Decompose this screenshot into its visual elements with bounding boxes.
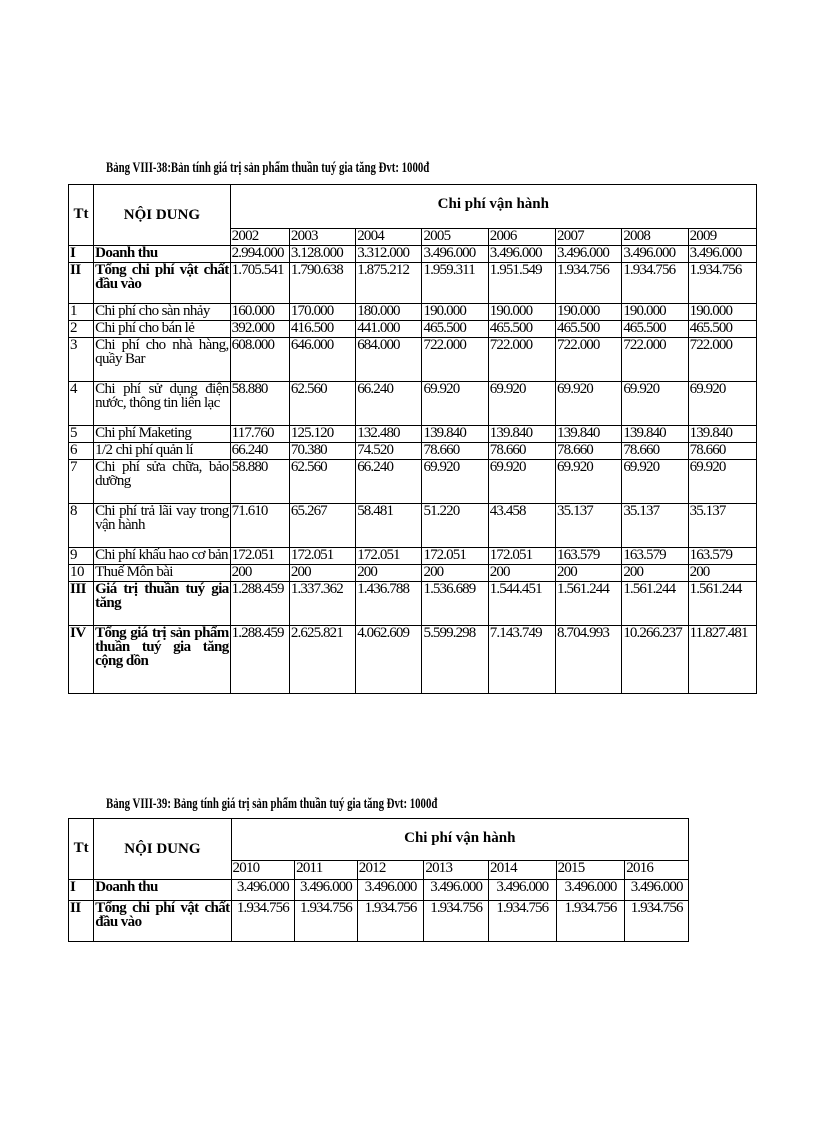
table1-row-value: 3.496.000 [488, 246, 555, 263]
table1-row-value: 416.500 [289, 321, 355, 338]
table1-header-tt: Tt [69, 185, 94, 246]
table1-row-value: 170.000 [289, 304, 355, 321]
table1-row-value: 10.266.237 [622, 626, 688, 694]
table2-caption: Bảng VIII-39: Bảng tính giá trị sản phẩm thuần tuý gia tăng Đvt: 1000đ [106, 796, 438, 812]
table1-row-tt: 10 [69, 565, 94, 582]
table1-header-group: Chi phí vận hành [230, 185, 756, 229]
table1-row-label: 1/2 chi phí quản lí [94, 443, 231, 460]
table1-row-value: 69.920 [688, 460, 756, 504]
table1-row-value: 200 [556, 565, 622, 582]
table1-row-value: 190.000 [556, 304, 622, 321]
table1-row-tt: 5 [69, 426, 94, 443]
table1-row-value: 4.062.609 [356, 626, 422, 694]
table1-row-value: 465.500 [622, 321, 688, 338]
table1-header-group-row [69, 185, 757, 229]
table1-row [69, 626, 757, 694]
table1-row-value: 3.312.000 [356, 246, 422, 263]
table1-row-tt: IV [69, 626, 94, 694]
table2-year-2012: 2012 [357, 861, 424, 880]
table1 [68, 184, 757, 694]
table1-row-label: Chi phí sửa chữa, bảo dưỡng [94, 460, 231, 504]
table1-row-value: 35.137 [556, 504, 622, 548]
table1-row [69, 426, 757, 443]
table1-row-tt: 7 [69, 460, 94, 504]
table1-row-value: 69.920 [556, 460, 622, 504]
table1-row-value: 190.000 [622, 304, 688, 321]
table1-row-value: 3.496.000 [422, 246, 488, 263]
table2-row [69, 901, 689, 942]
table1-row-value: 465.500 [556, 321, 622, 338]
table1-row-value: 1.561.244 [622, 582, 688, 626]
table1-row-value: 722.000 [488, 338, 555, 382]
table1-row [69, 504, 757, 548]
table1-row-value: 190.000 [422, 304, 488, 321]
table1-row-value: 465.500 [688, 321, 756, 338]
table1-row-value: 7.143.749 [488, 626, 555, 694]
table2-row-value: 3.496.000 [357, 880, 424, 901]
table1-row-tt: 4 [69, 382, 94, 426]
table2-row-value: 1.934.756 [295, 901, 358, 942]
table1-row-value: 200 [230, 565, 289, 582]
table1-row-value: 3.128.000 [289, 246, 355, 263]
table1-row-value: 51.220 [422, 504, 488, 548]
table1-year-2007: 2007 [556, 229, 622, 246]
table1-row [69, 548, 757, 565]
table1-row-value: 139.840 [556, 426, 622, 443]
table1-row-value: 78.660 [688, 443, 756, 460]
table1-row-tt: II [69, 263, 94, 304]
table1-row-value: 35.137 [688, 504, 756, 548]
table1-row-tt: 6 [69, 443, 94, 460]
table1-row-value: 722.000 [556, 338, 622, 382]
table1-row-value: 441.000 [356, 321, 422, 338]
table2-year-2013: 2013 [424, 861, 489, 880]
table1-row-value: 465.500 [488, 321, 555, 338]
table1-row-value: 69.920 [622, 460, 688, 504]
table1-year-2006: 2006 [488, 229, 555, 246]
table2-header-content: NỘI DUNG [94, 819, 231, 880]
table1-row-value: 163.579 [556, 548, 622, 565]
table1-row-value: 172.051 [422, 548, 488, 565]
table1-row-value: 190.000 [688, 304, 756, 321]
table1-row-value: 78.660 [422, 443, 488, 460]
table2-header-group-row [69, 819, 689, 861]
table1-row-value: 69.920 [556, 382, 622, 426]
table1-row-value: 172.051 [289, 548, 355, 565]
table1-row-value: 117.760 [230, 426, 289, 443]
table1-row-tt: III [69, 582, 94, 626]
table1-row-value: 1.337.362 [289, 582, 355, 626]
table1-row-value: 1.288.459 [230, 582, 289, 626]
table1-row-value: 8.704.993 [556, 626, 622, 694]
table1-row-value: 722.000 [622, 338, 688, 382]
table1-row-value: 69.920 [688, 382, 756, 426]
table2-row-value: 3.496.000 [231, 880, 295, 901]
table1-row-value: 160.000 [230, 304, 289, 321]
table1-row-value: 35.137 [622, 504, 688, 548]
table1-row-value: 200 [622, 565, 688, 582]
table2-row-value: 3.496.000 [424, 880, 489, 901]
table2-year-2016: 2016 [625, 861, 689, 880]
table1-row-value: 1.934.756 [556, 263, 622, 304]
table2-year-2014: 2014 [489, 861, 557, 880]
table1-row-value: 1.951.549 [488, 263, 555, 304]
table1-row-value: 1.959.311 [422, 263, 488, 304]
table2-row-label: Doanh thu [94, 880, 231, 901]
table1-row-value: 172.051 [488, 548, 555, 565]
table1-row-value: 78.660 [488, 443, 555, 460]
table1-row-value: 139.840 [622, 426, 688, 443]
table1-row-value: 172.051 [230, 548, 289, 565]
table1-row-value: 200 [488, 565, 555, 582]
table1-row-tt: 8 [69, 504, 94, 548]
table1-row-value: 1.934.756 [688, 263, 756, 304]
table1-row-value: 139.840 [488, 426, 555, 443]
table1-row-value: 62.560 [289, 460, 355, 504]
table1-row-value: 70.380 [289, 443, 355, 460]
table1-row-value: 2.994.000 [230, 246, 289, 263]
table1-row-value: 66.240 [356, 382, 422, 426]
table1-row-value: 139.840 [688, 426, 756, 443]
table1-row-value: 180.000 [356, 304, 422, 321]
table1-row [69, 338, 757, 382]
table1-row-value: 139.840 [422, 426, 488, 443]
table1-row-value: 69.920 [622, 382, 688, 426]
table2-row-value: 3.496.000 [295, 880, 358, 901]
table1-row-tt: I [69, 246, 94, 263]
table1-row-label: Doanh thu [94, 246, 231, 263]
table1-row-value: 62.560 [289, 382, 355, 426]
table1-row [69, 582, 757, 626]
table1-row-label: Chi phí cho nhà hàng, quầy Bar [94, 338, 231, 382]
table1-row-tt: 3 [69, 338, 94, 382]
table1-row-value: 69.920 [488, 382, 555, 426]
table1-row-value: 163.579 [622, 548, 688, 565]
table1-row-value: 132.480 [356, 426, 422, 443]
table1-row-value: 1.536.689 [422, 582, 488, 626]
table1-row-value: 200 [356, 565, 422, 582]
table1-year-2009: 2009 [688, 229, 756, 246]
table1-year-2005: 2005 [422, 229, 488, 246]
table1-row-value: 78.660 [622, 443, 688, 460]
table1-row-value: 71.610 [230, 504, 289, 548]
table1-row-value: 1.561.244 [556, 582, 622, 626]
table1-row-value: 5.599.298 [422, 626, 488, 694]
table1-row-value: 722.000 [688, 338, 756, 382]
table2-row-tt: II [69, 901, 94, 942]
table2 [68, 818, 689, 942]
table2-row-value: 3.496.000 [625, 880, 689, 901]
table1-row-value: 69.920 [422, 382, 488, 426]
table1-row-value: 1.561.244 [688, 582, 756, 626]
table1-row [69, 382, 757, 426]
table1-row [69, 321, 757, 338]
table2-row-value: 3.496.000 [489, 880, 557, 901]
table1-row-value: 11.827.481 [688, 626, 756, 694]
table1-year-2003: 2003 [289, 229, 355, 246]
table1-row-value: 190.000 [488, 304, 555, 321]
table1-row-value: 722.000 [422, 338, 488, 382]
table1-year-2008: 2008 [622, 229, 688, 246]
table2-year-2015: 2015 [556, 861, 625, 880]
table1-row-value: 172.051 [356, 548, 422, 565]
table1-row-value: 1.875.212 [356, 263, 422, 304]
table1-row-label: Chi phí khấu hao cơ bản [94, 548, 231, 565]
table1-row-value: 1.705.541 [230, 263, 289, 304]
table1-row [69, 460, 757, 504]
table1-row-value: 1.436.788 [356, 582, 422, 626]
table1-row-value: 163.579 [688, 548, 756, 565]
table1-row-value: 646.000 [289, 338, 355, 382]
table1-row-value: 74.520 [356, 443, 422, 460]
table1-header-content: NỘI DUNG [94, 185, 231, 246]
table1-row-value: 392.000 [230, 321, 289, 338]
table2-year-2011: 2011 [295, 861, 358, 880]
table1-row-value: 125.120 [289, 426, 355, 443]
table1-row-label: Giá trị thuần tuý gia tăng [94, 582, 231, 626]
table2-row-value: 1.934.756 [489, 901, 557, 942]
table1-row [69, 443, 757, 460]
table1-row-value: 684.000 [356, 338, 422, 382]
table1-row [69, 246, 757, 263]
table1-row-value: 3.496.000 [556, 246, 622, 263]
table1-row-value: 3.496.000 [622, 246, 688, 263]
table2-year-2010: 2010 [231, 861, 295, 880]
table1-row-value: 1.288.459 [230, 626, 289, 694]
table2-row-tt: I [69, 880, 94, 901]
table2-header-tt: Tt [69, 819, 94, 880]
table2-row-value: 1.934.756 [556, 901, 625, 942]
table1-row-value: 465.500 [422, 321, 488, 338]
table1-row-value: 66.240 [230, 443, 289, 460]
table1-row [69, 263, 757, 304]
table1-year-2004: 2004 [356, 229, 422, 246]
table1-row-tt: 9 [69, 548, 94, 565]
table2-row-label: Tổng chi phí vật chất đầu vào [94, 901, 231, 942]
table1-row-value: 608.000 [230, 338, 289, 382]
table1-row-value: 66.240 [356, 460, 422, 504]
table1-row-value: 69.920 [488, 460, 555, 504]
table2-row-value: 1.934.756 [357, 901, 424, 942]
table1-row-label: Chi phí trả lãi vay trong vận hành [94, 504, 231, 548]
table1-row-value: 43.458 [488, 504, 555, 548]
table1-row-value: 58.880 [230, 460, 289, 504]
table1-row-value: 58.880 [230, 382, 289, 426]
table1-year-2002: 2002 [230, 229, 289, 246]
table2-row-value: 3.496.000 [556, 880, 625, 901]
table1-caption: Bảng VIII-38:Bản tính giá trị sản phẩm thuần tuý gia tăng Đvt: 1000đ [106, 160, 430, 176]
table1-row-value: 3.496.000 [688, 246, 756, 263]
table1-row-value: 1.544.451 [488, 582, 555, 626]
table1-row-value: 2.625.821 [289, 626, 355, 694]
table1-row-label: Chi phí sử dụng điện nước, thông tin liên lạc [94, 382, 231, 426]
table1-row-label: Tổng giá trị sản phẩm thuần tuý gia tăng cộng dồn [94, 626, 231, 694]
table1-row-tt: 2 [69, 321, 94, 338]
table1-row-value: 200 [422, 565, 488, 582]
table1-row-value: 200 [688, 565, 756, 582]
table2-row-value: 1.934.756 [625, 901, 689, 942]
table1-row-value: 1.934.756 [622, 263, 688, 304]
table1-row [69, 304, 757, 321]
table1-row-value: 78.660 [556, 443, 622, 460]
table1-row-value: 1.790.638 [289, 263, 355, 304]
table1-row-label: Chi phí Maketing [94, 426, 231, 443]
table1-row-value: 65.267 [289, 504, 355, 548]
table2-header-group: Chi phí vận hành [231, 819, 688, 861]
table1-row-value: 58.481 [356, 504, 422, 548]
table1-row-tt: 1 [69, 304, 94, 321]
table1-row-label: Tổng chi phí vật chất đầu vào [94, 263, 231, 304]
table2-row-value: 1.934.756 [231, 901, 295, 942]
table1-row-value: 69.920 [422, 460, 488, 504]
table2-row-value: 1.934.756 [424, 901, 489, 942]
table1-row-value: 200 [289, 565, 355, 582]
table2-row [69, 880, 689, 901]
table1-row-label: Thuế Môn bài [94, 565, 231, 582]
table1-row-label: Chi phí cho sàn nhảy [94, 304, 231, 321]
table1-row-label: Chi phí cho bán lẻ [94, 321, 231, 338]
table1-row [69, 565, 757, 582]
